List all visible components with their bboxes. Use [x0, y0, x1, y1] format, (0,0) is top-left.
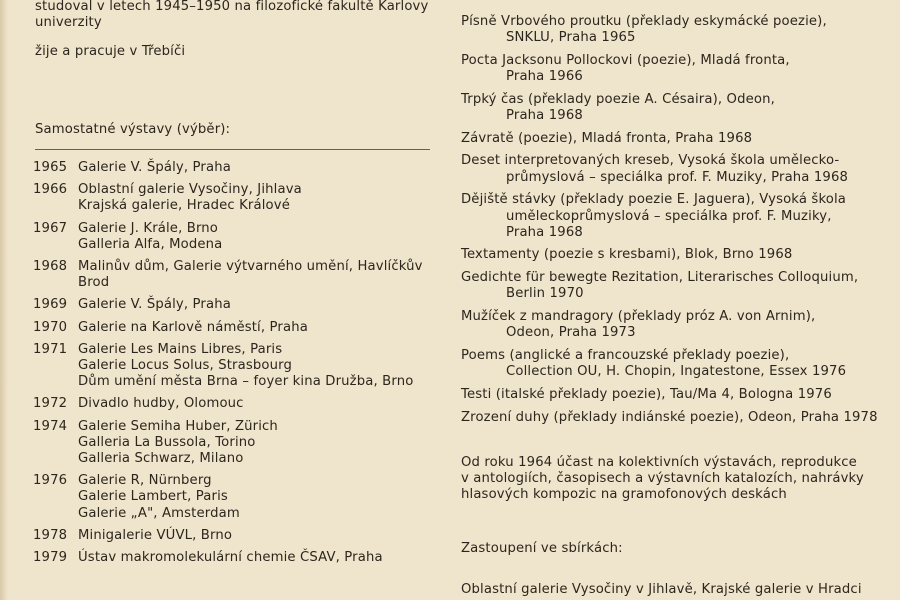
exhibition-places — [78, 160, 443, 176]
exhibition-entry — [33, 342, 443, 391]
exhibitions-list — [33, 160, 443, 572]
bio-line-2: univerzity — [35, 15, 102, 31]
exhibition-entry — [33, 419, 443, 468]
exhibition-year: 1965 — [33, 160, 68, 175]
exhibition-entry — [33, 473, 443, 522]
publication-entry — [461, 247, 881, 263]
exhibition-year: 1969 — [33, 297, 68, 313]
exhibition-venue: Galleria Schwarz, Milano — [78, 451, 244, 467]
exhibition-venue: Krajská galerie, Hradec Králové — [78, 198, 290, 214]
publication-entry — [461, 270, 881, 302]
exhibition-year: 1972 — [33, 396, 68, 412]
exhibition-venue: Dům umění města Brna – foyer kina Družba, Brno — [78, 374, 414, 390]
exhibition-entry — [33, 396, 443, 412]
exhibitions-heading: Samostatné výstavy (výběr): — [35, 122, 231, 137]
group-exhibitions-note — [461, 455, 864, 504]
publication-line: Gedichte für bewegte Rezitation, Literarisches Colloquium, — [461, 270, 859, 286]
exhibition-entry — [33, 160, 443, 176]
exhibition-venue: Divadlo hudby, Olomouc — [78, 396, 244, 412]
exhibition-places — [78, 473, 443, 522]
publication-line: Collection OU, H. Chopin, Ingatestone, Essex 1976 — [506, 364, 847, 380]
exhibition-places — [78, 221, 443, 253]
exhibition-venue: Galerie Les Mains Libres, Paris — [78, 341, 283, 357]
exhibition-year: 1974 — [33, 418, 68, 434]
publication-line: uměleckoprůmyslová – speciálka prof. F. Muziky, — [506, 208, 832, 224]
publication-line: Odeon, Praha 1973 — [506, 325, 636, 341]
publication-line: Berlin 1970 — [506, 286, 584, 302]
publication-line: Deset interpretovaných kreseb, Vysoká škola umělecko- — [461, 153, 840, 169]
exhibition-venue: Galleria La Bussola, Torino — [78, 434, 256, 450]
publication-line: SNKLU, Praha 1965 — [506, 30, 636, 46]
publication-entry — [461, 348, 881, 380]
collections-line: Oblastní galerie Vysočiny v Jihlavě, Krajské galerie v Hradci — [461, 582, 862, 597]
exhibition-entry — [33, 221, 443, 253]
exhibition-year: 1976 — [33, 473, 68, 489]
exhibition-venue: Galleria Alfa, Modena — [78, 236, 223, 252]
exhibition-year: 1970 — [33, 319, 68, 335]
bio-residence: žije a pracuje v Třebíči — [35, 44, 186, 59]
exhibition-venue: Malinův dům, Galerie výtvarného umění, Havlíčkův — [78, 259, 423, 275]
publication-line: Písně Vrbového proutku (překlady eskymácké poezie), — [461, 14, 827, 29]
heading-rule — [35, 149, 430, 150]
exhibition-year: 1971 — [33, 341, 68, 357]
exhibition-venue: Galerie V. Špály, Praha — [78, 160, 231, 175]
exhibition-venue: Galerie „A", Amsterdam — [78, 505, 240, 521]
exhibition-venue: Brod — [78, 275, 110, 291]
note-line: v antologiích, časopisech a výstavních katalozích, nahrávky — [461, 471, 864, 487]
publication-line: Testi (italské překlady poezie), Tau/Ma 4, Bologna 1976 — [461, 386, 832, 402]
exhibition-places — [78, 342, 443, 391]
bio-line-1: studoval v letech 1945–1950 na filozofické fakultě Karlovy — [35, 0, 429, 14]
exhibition-venue: Galerie Lambert, Paris — [78, 489, 228, 505]
publication-line: Praha 1968 — [506, 224, 583, 240]
publications-list — [461, 14, 881, 432]
exhibition-year: 1967 — [33, 220, 68, 236]
publication-line: Dějiště stávky (překlady poezie E. Jaguera), Vysoká škola — [461, 192, 847, 208]
exhibition-places — [78, 259, 443, 291]
publication-entry — [461, 53, 881, 85]
publication-entry — [461, 131, 881, 147]
exhibition-venue: Galerie Semiha Huber, Zürich — [78, 418, 278, 434]
publication-line: průmyslová – speciálka prof. F. Muziky, Praha 1968 — [506, 169, 849, 185]
publication-entry — [461, 387, 881, 403]
exhibition-entry — [33, 320, 443, 336]
exhibition-places — [78, 419, 443, 468]
note-line: hlasových kompozic na gramofonových deskách — [461, 487, 787, 503]
publication-line: Zrození duhy (překlady indiánské poezie), Odeon, Praha 1978 — [461, 409, 878, 425]
exhibition-venue: Galerie na Karlově náměstí, Praha — [78, 319, 308, 335]
exhibition-year: 1966 — [33, 182, 68, 198]
exhibition-entry — [33, 182, 443, 214]
collections-heading: Zastoupení ve sbírkách: — [461, 541, 623, 556]
publication-line: Pocta Jacksonu Pollockovi (poezie), Mladá fronta, — [461, 52, 790, 68]
exhibition-venue: Galerie J. Krále, Brno — [78, 220, 219, 236]
exhibition-venue: Ústav makromolekulární chemie ČSAV, Praha — [78, 550, 383, 566]
exhibition-places — [78, 528, 443, 544]
publication-line: Trpký čas (překlady poezie A. Césaira), Odeon, — [461, 91, 775, 107]
exhibition-venue: Galerie V. Špály, Praha — [78, 297, 231, 313]
page-edge — [0, 0, 8, 600]
exhibition-venue: Oblastní galerie Vysočiny, Jihlava — [78, 182, 302, 198]
publication-entry — [461, 410, 881, 426]
publication-entry — [461, 309, 881, 341]
publication-line: Praha 1966 — [506, 69, 583, 85]
exhibition-places — [78, 550, 443, 566]
exhibition-entry — [33, 297, 443, 313]
publication-entry — [461, 92, 881, 124]
publication-line: Praha 1968 — [506, 108, 583, 124]
publication-line: Poems (anglické a francouzské překlady poezie), — [461, 347, 790, 363]
publication-line: Textamenty (poezie s kresbami), Blok, Brno 1968 — [461, 247, 793, 263]
exhibition-year: 1968 — [33, 259, 68, 275]
publication-entry — [461, 192, 881, 241]
exhibition-year: 1979 — [33, 550, 68, 566]
note-line: Od roku 1964 účast na kolektivních výstavách, reprodukce — [461, 455, 857, 470]
exhibition-venue: Galerie R, Nürnberg — [78, 473, 212, 489]
bio-studies — [35, 0, 428, 31]
exhibition-places — [78, 182, 443, 214]
publication-line: Mužíček z mandragory (překlady próz A. von Arnim), — [461, 309, 816, 325]
exhibition-year: 1978 — [33, 527, 68, 543]
publication-entry — [461, 153, 881, 185]
exhibition-entry — [33, 528, 443, 544]
exhibition-entry — [33, 259, 443, 291]
exhibition-places — [78, 297, 443, 313]
exhibition-places — [78, 320, 443, 336]
exhibition-places — [78, 396, 443, 412]
publication-entry — [461, 14, 881, 46]
exhibition-entry — [33, 550, 443, 566]
publication-line: Závratě (poezie), Mladá fronta, Praha 1968 — [461, 130, 753, 146]
exhibition-venue: Galerie Locus Solus, Strasbourg — [78, 358, 292, 374]
exhibition-venue: Minigalerie VÚVL, Brno — [78, 527, 233, 543]
